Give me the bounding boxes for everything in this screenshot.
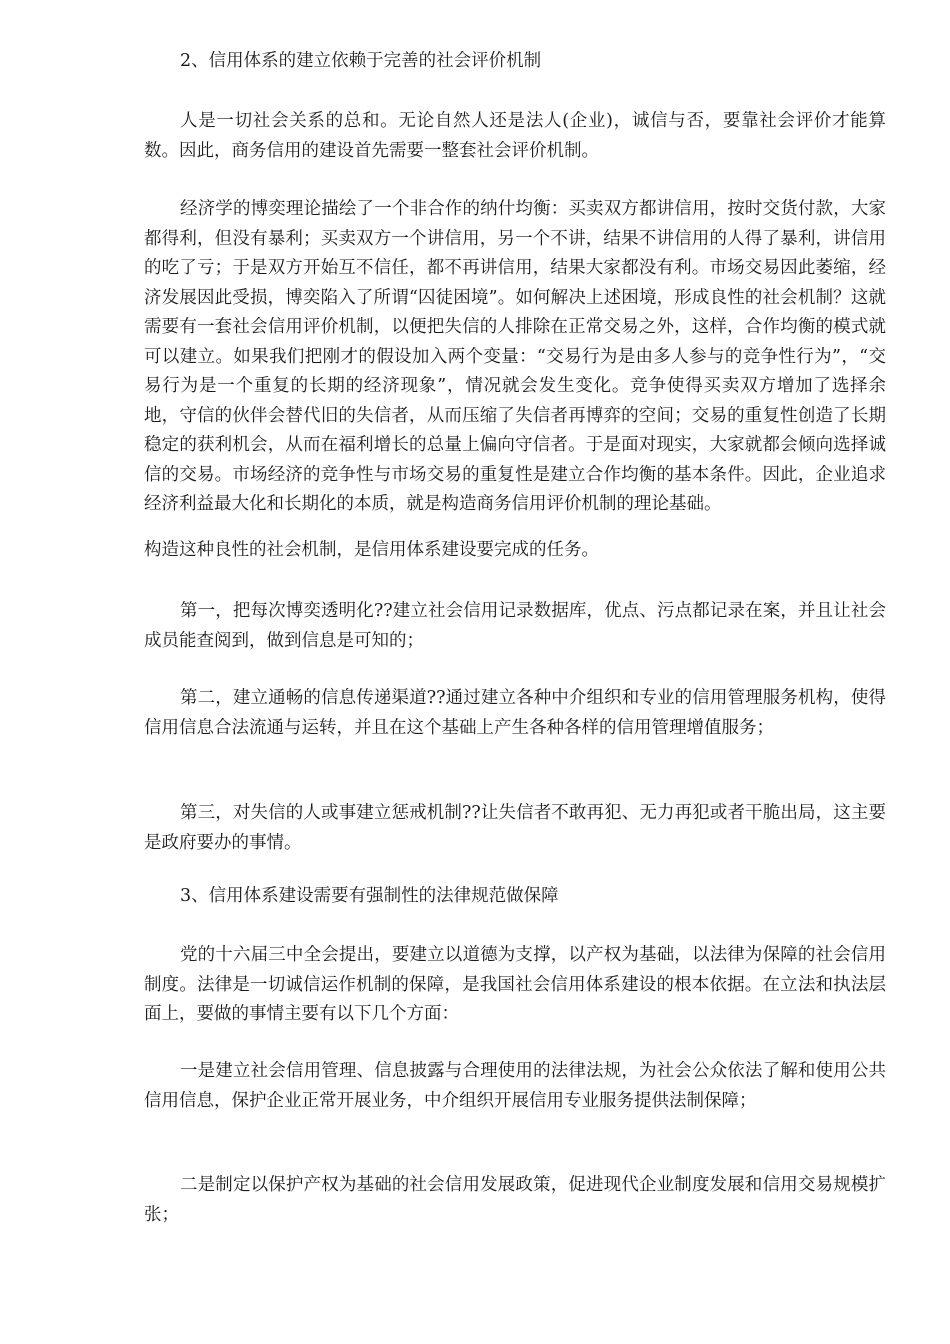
paragraph-game-theory: 经济学的博奕理论描绘了一个非合作的纳什均衡：买卖双方都讲信用，按时交货付款，大家都得利，但没有暴利；买卖双方一个讲信用，另一个不讲，结果不讲信用的人得了暴利，讲信用的吃了亏；于是双方开始互不信任，都不再讲信用，结果大家都没有利。市场交易因此萎缩，经济发展因此受损，博奕陷入了所谓“囚徒困境”。如何解决上述困境，形成良性的社会机制？这就需要有一套社会信用评价机制，以便把失信的人排除在正常交易之外，这样，合作均衡的模式就可以建立。如果我们把刚才的假设加入两个变量：“交易行为是由多人参与的竞争性行为”，“交易行为是一个重复的长期的经济现象”，情况就会发生变化。竞争使得买卖双方增加了选择余地，守信的伙伴会替代旧的失信者，从而压缩了失信者再博弈的空间；交易的重复性创造了长期稳定的获利机会，从而在福利增长的总量上偏向守信者。于是面对现实，大家就都会倾向选择诚信的交易。市场经济的竞争性与市场交易的重复性是建立合作均衡的基本条件。因此，企业追求经济利益最大化和长期化的本质，就是构造商务信用评价机制的理论基础。: [144, 199, 886, 514]
paragraph-item-one: 一是建立社会信用管理、信息披露与合理使用的法律法规，为社会公众依法了解和使用公共信用信息，保护企业正常开展业务，中介组织开展信用专业服务提供法制保障；: [144, 1061, 886, 1111]
paragraph-second-point: 第二，建立通畅的信息传递渠道??通过建立各种中介组织和专业的信用管理服务机构，使得信用信息合法流通与运转，并且在这个基础上产生各种各样的信用管理增值服务；: [144, 688, 886, 738]
section-heading-3: 3、信用体系建设需要有强制性的法律规范做保障: [180, 886, 559, 906]
paragraph-first-point: 第一，把每次博奕透明化??建立社会信用记录数据库，优点、污点都记录在案，并且让社会成员能查阅到，做到信息是可知的；: [144, 601, 886, 651]
paragraph-third-point: 第三，对失信的人或事建立惩戒机制??让失信者不敢再犯、无力再犯或者干脆出局，这主要是政府要办的事情。: [144, 803, 886, 853]
paragraph-sixteenth-congress: 党的十六届三中全会提出，要建立以道德为支撑，以产权为基础，以法律为保障的社会信用制度。法律是一切诚信运作机制的保障，是我国社会信用体系建设的根本依据。在立法和执法层面上，要做的事情主要有以下几个方面：: [144, 945, 886, 1024]
section-heading-2: 2、信用体系的建立依赖于完善的社会评价机制: [180, 51, 542, 71]
paragraph-construct-mechanism: 构造这种良性的社会机制，是信用体系建设要完成的任务。: [144, 540, 599, 560]
paragraph-item-two: 二是制定以保护产权为基础的社会信用发展政策，促进现代企业制度发展和信用交易规模扩张；: [144, 1175, 886, 1225]
paragraph-social-relations: 人是一切社会关系的总和。无论自然人还是法人(企业)，诚信与否，要靠社会评价才能算数。因此，商务信用的建设首先需要一整套社会评价机制。: [144, 111, 886, 161]
